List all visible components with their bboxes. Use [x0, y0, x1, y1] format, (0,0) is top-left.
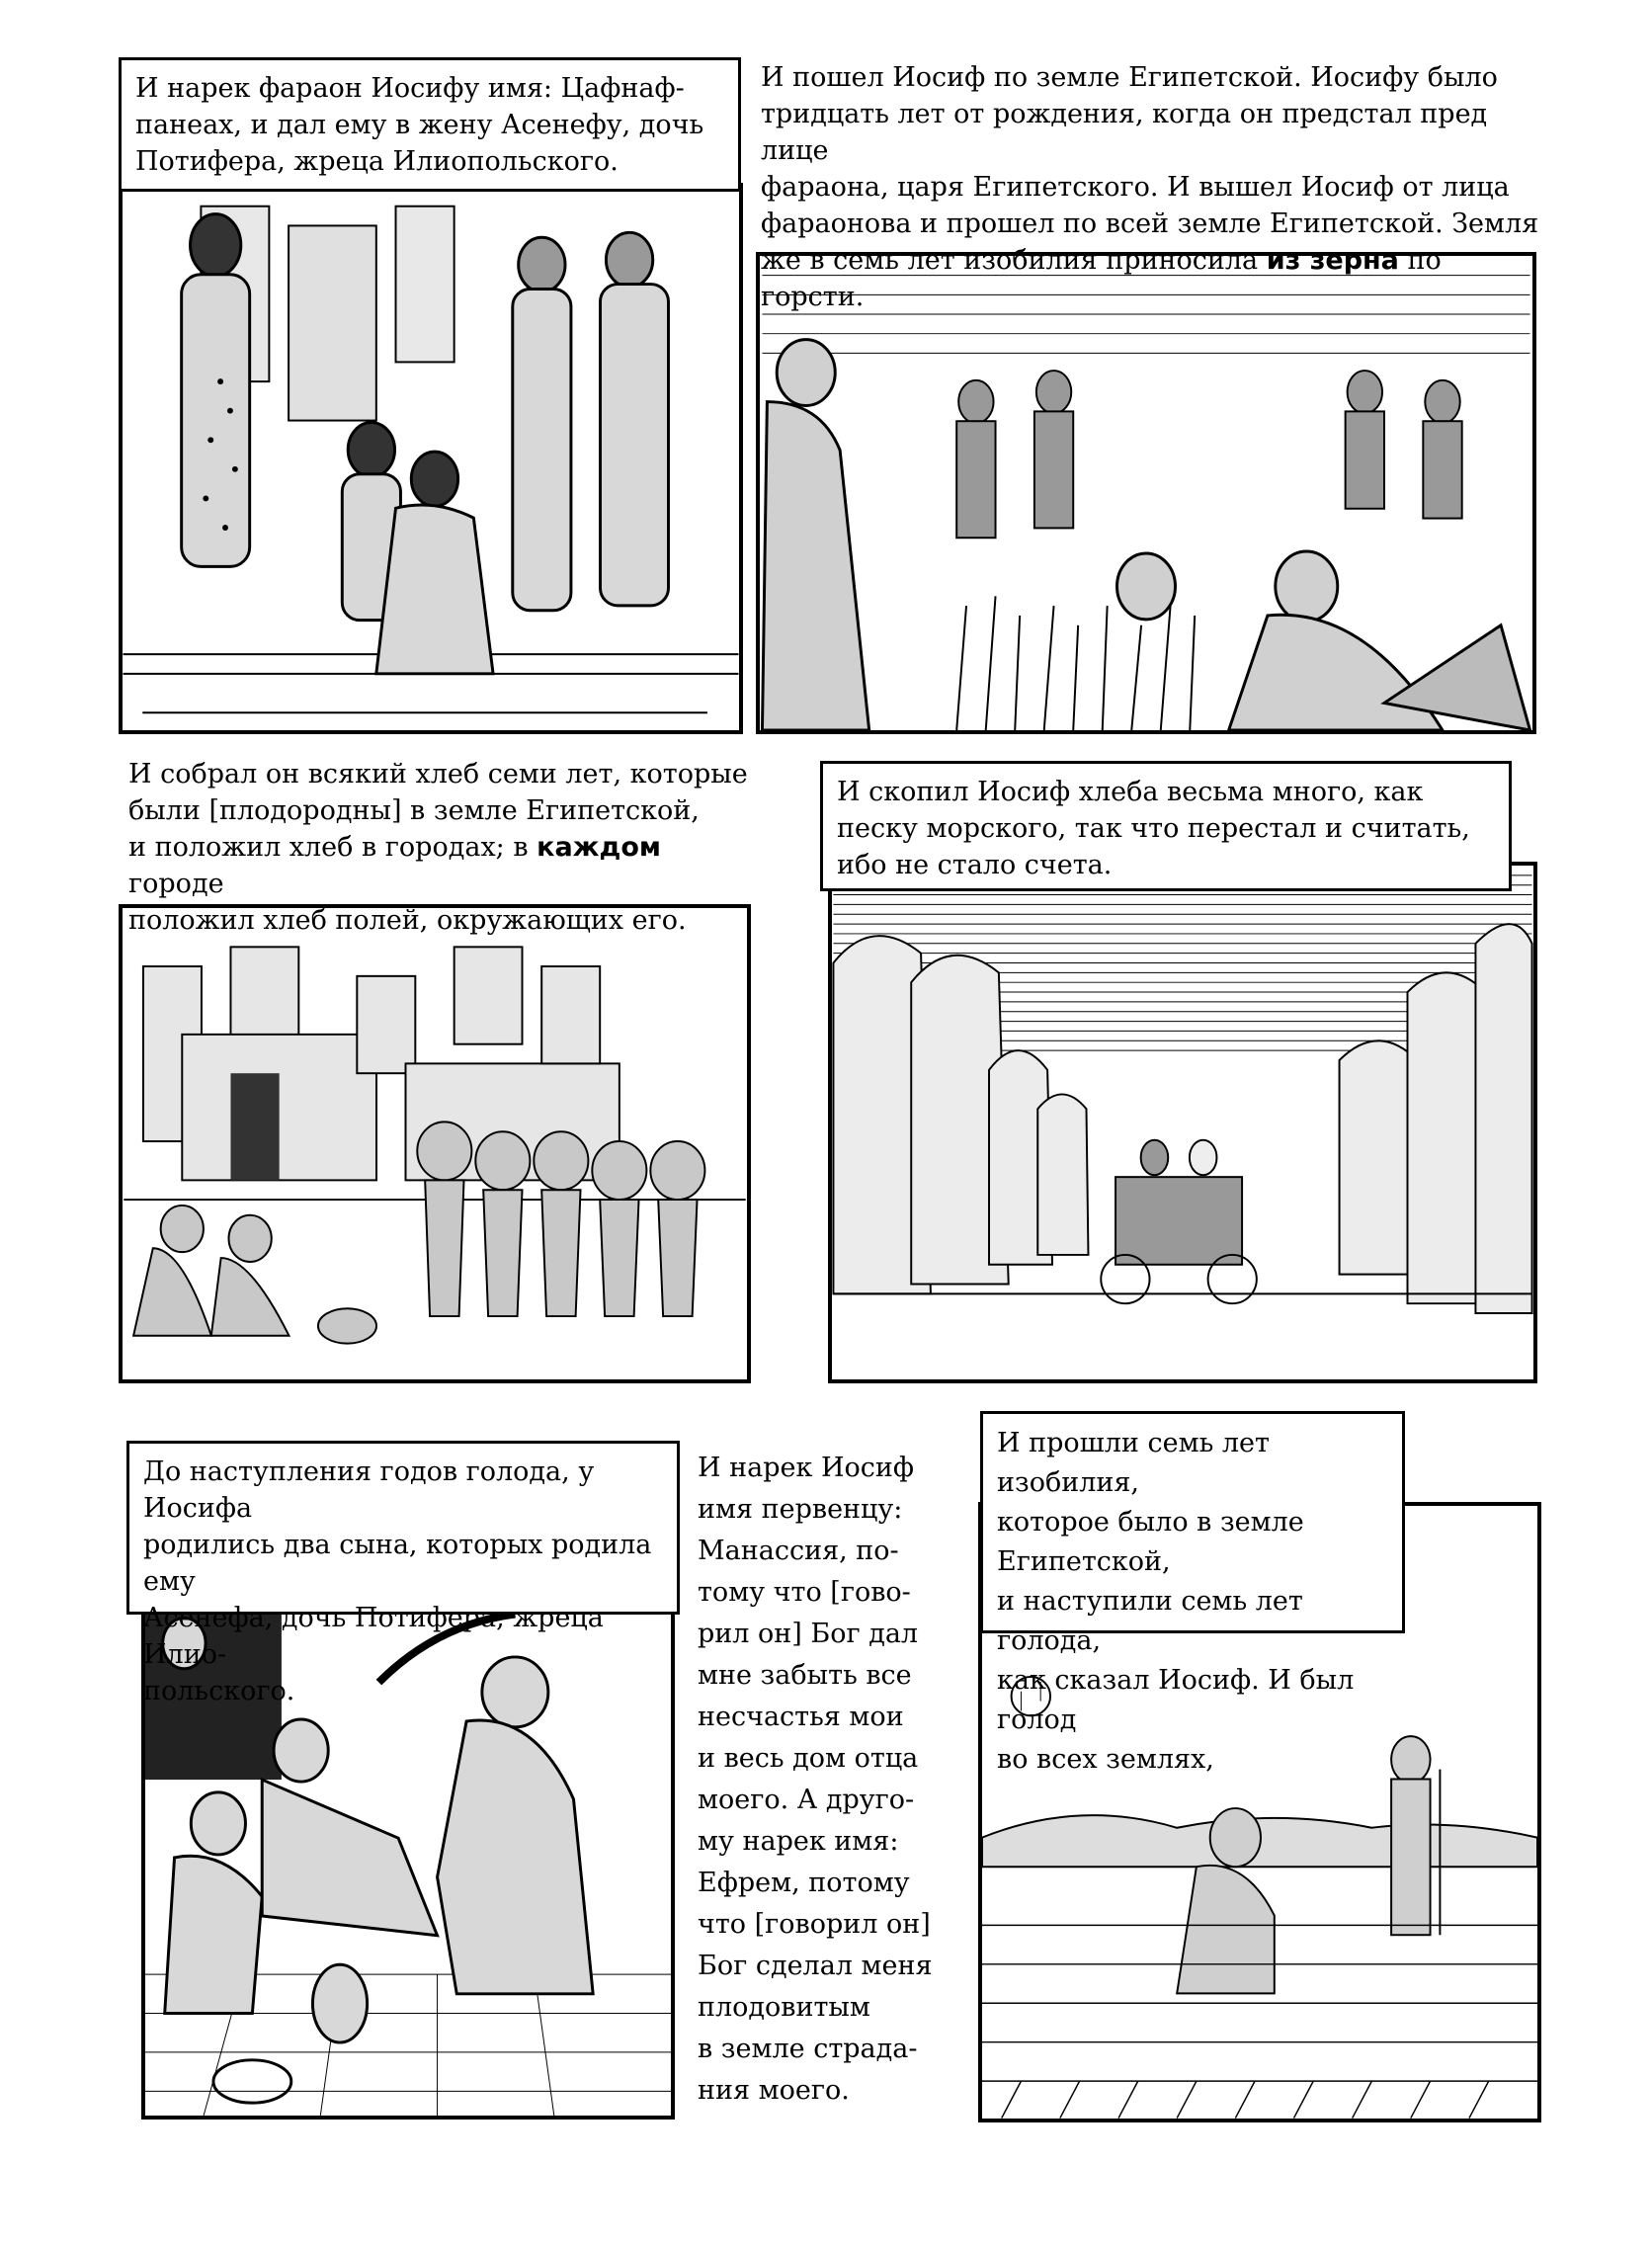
illustration-granaries	[832, 866, 1533, 1379]
illustration-city-grain	[123, 908, 747, 1379]
illustration-harvest-scene	[760, 256, 1532, 730]
caption-manasseh-ephraim: И нарек Иосиф имя первенцу: Манассия, по- тому что [гово- рил он] Бог дал мне забыть все несчастья мои и весь дом отца моего. А друго- му нарек имя: Ефрем, потому что [говорил он] Бог сделал меня плодовитым в земле страда- ния моего.	[698, 1453, 933, 2106]
panel-gathering-grain	[119, 904, 751, 1383]
caption-much-grain: И скопил Иосиф хлеба весьма много, как песку морского, так что перестал и считать, ибо не стало счета.	[820, 761, 1512, 891]
caption-joseph-travels: И пошел Иосиф по земле Египетской. Иосифу было тридцать лет от рождения, когда он предстал пред лице фараона, царя Египетского. И вышел Иосиф от лица фараонова и прошел по всей земле Египетской. Земля же в семь лет изобилия приносила из зерна по горсти.	[761, 62, 1539, 312]
panel-granaries	[828, 862, 1537, 1383]
emphasis-grain: из зерна	[1266, 245, 1399, 276]
caption-pharaoh-names-joseph: И нарек фараон Иосифу имя: Цафнаф- панеах, и дал ему в жену Асенефу, дочь Потифера, жреца Илиопольского.	[119, 57, 741, 192]
panel-pharaoh-gives-wife	[119, 183, 743, 734]
caption-two-sons: До наступления годов голода, у Иосифа родились два сына, которых родила ему Асенефа, дочь Потифера, жреца Илио- польского.	[126, 1441, 680, 1615]
caption-gathered-bread: И собрал он всякий хлеб семи лет, которые были [плодородны] в земле Египетской, и положил хлеб в городах; в каждом городе положил хлеб полей, окружающих его.	[128, 759, 748, 936]
caption-seven-years-famine: И прошли семь лет изобилия, которое было в земле Египетской, и наступили семь лет голода, как сказал Иосиф. И был голод во всех землях,	[980, 1411, 1405, 1633]
emphasis-each: каждом	[537, 832, 661, 863]
panel-harvest	[756, 252, 1536, 734]
illustration-pharaoh-scene	[123, 187, 739, 730]
